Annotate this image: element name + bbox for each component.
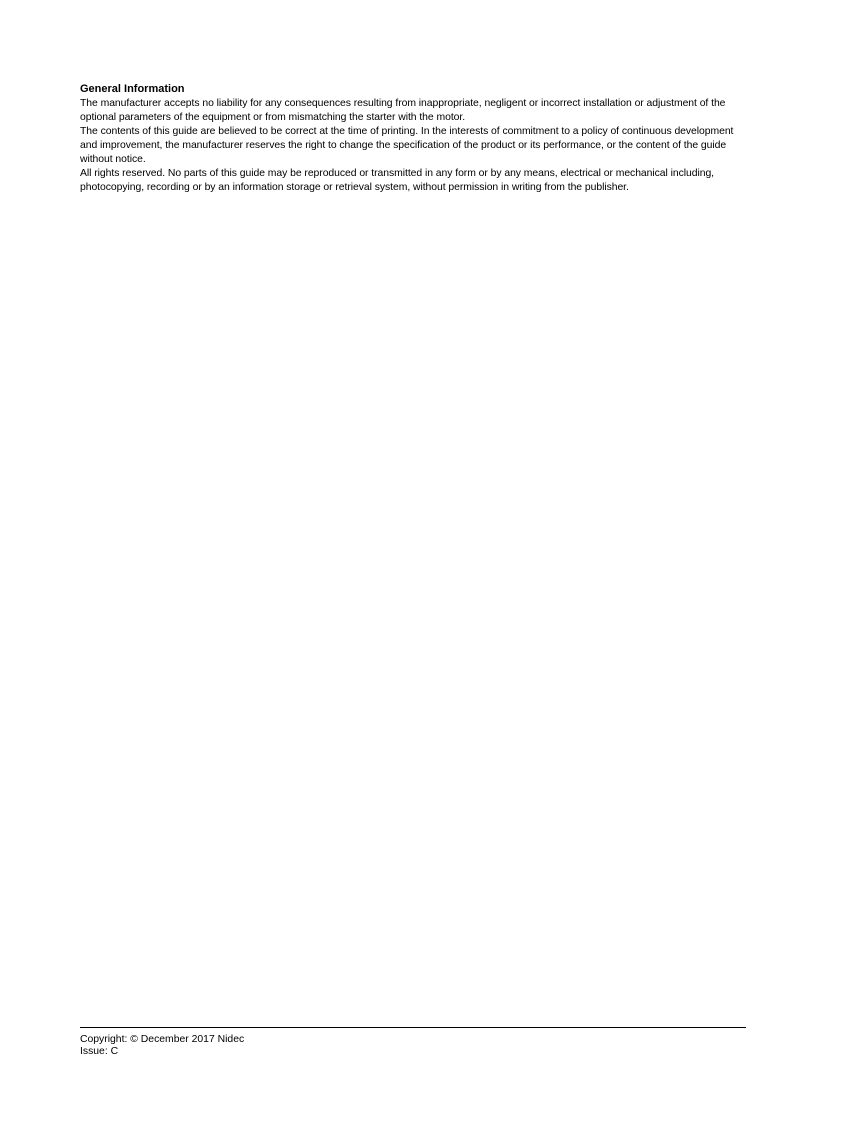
liability-paragraph: The manufacturer accepts no liability for any consequences resulting from inappropriate, negligent or incorrect installation or adjustment of the optional parameters of the equipment or from mismatching the starter with the motor. (80, 98, 726, 123)
contents-paragraph: The contents of this guide are believed to be correct at the time of printing. In the interests of commitment to a policy of continuous development and improvement, the manufacturer reserves the right to change the specification of the product or its performance, or the content of the guide without notice. (80, 126, 734, 165)
page-footer (80, 1027, 746, 1058)
section-heading: General Information (80, 83, 185, 95)
rights-paragraph: All rights reserved. No parts of this guide may be reproduced or transmitted in any form or by any means, electrical or mechanical including, photocopying, recording or by an information storage or retrieval system, without permission in writing from the publisher. (80, 168, 715, 193)
copyright-text: Copyright: © December 2017 Nidec (80, 1034, 245, 1045)
issue-text: Issue: C (80, 1046, 119, 1057)
footer-divider (80, 1027, 746, 1028)
general-information-section (80, 82, 750, 195)
